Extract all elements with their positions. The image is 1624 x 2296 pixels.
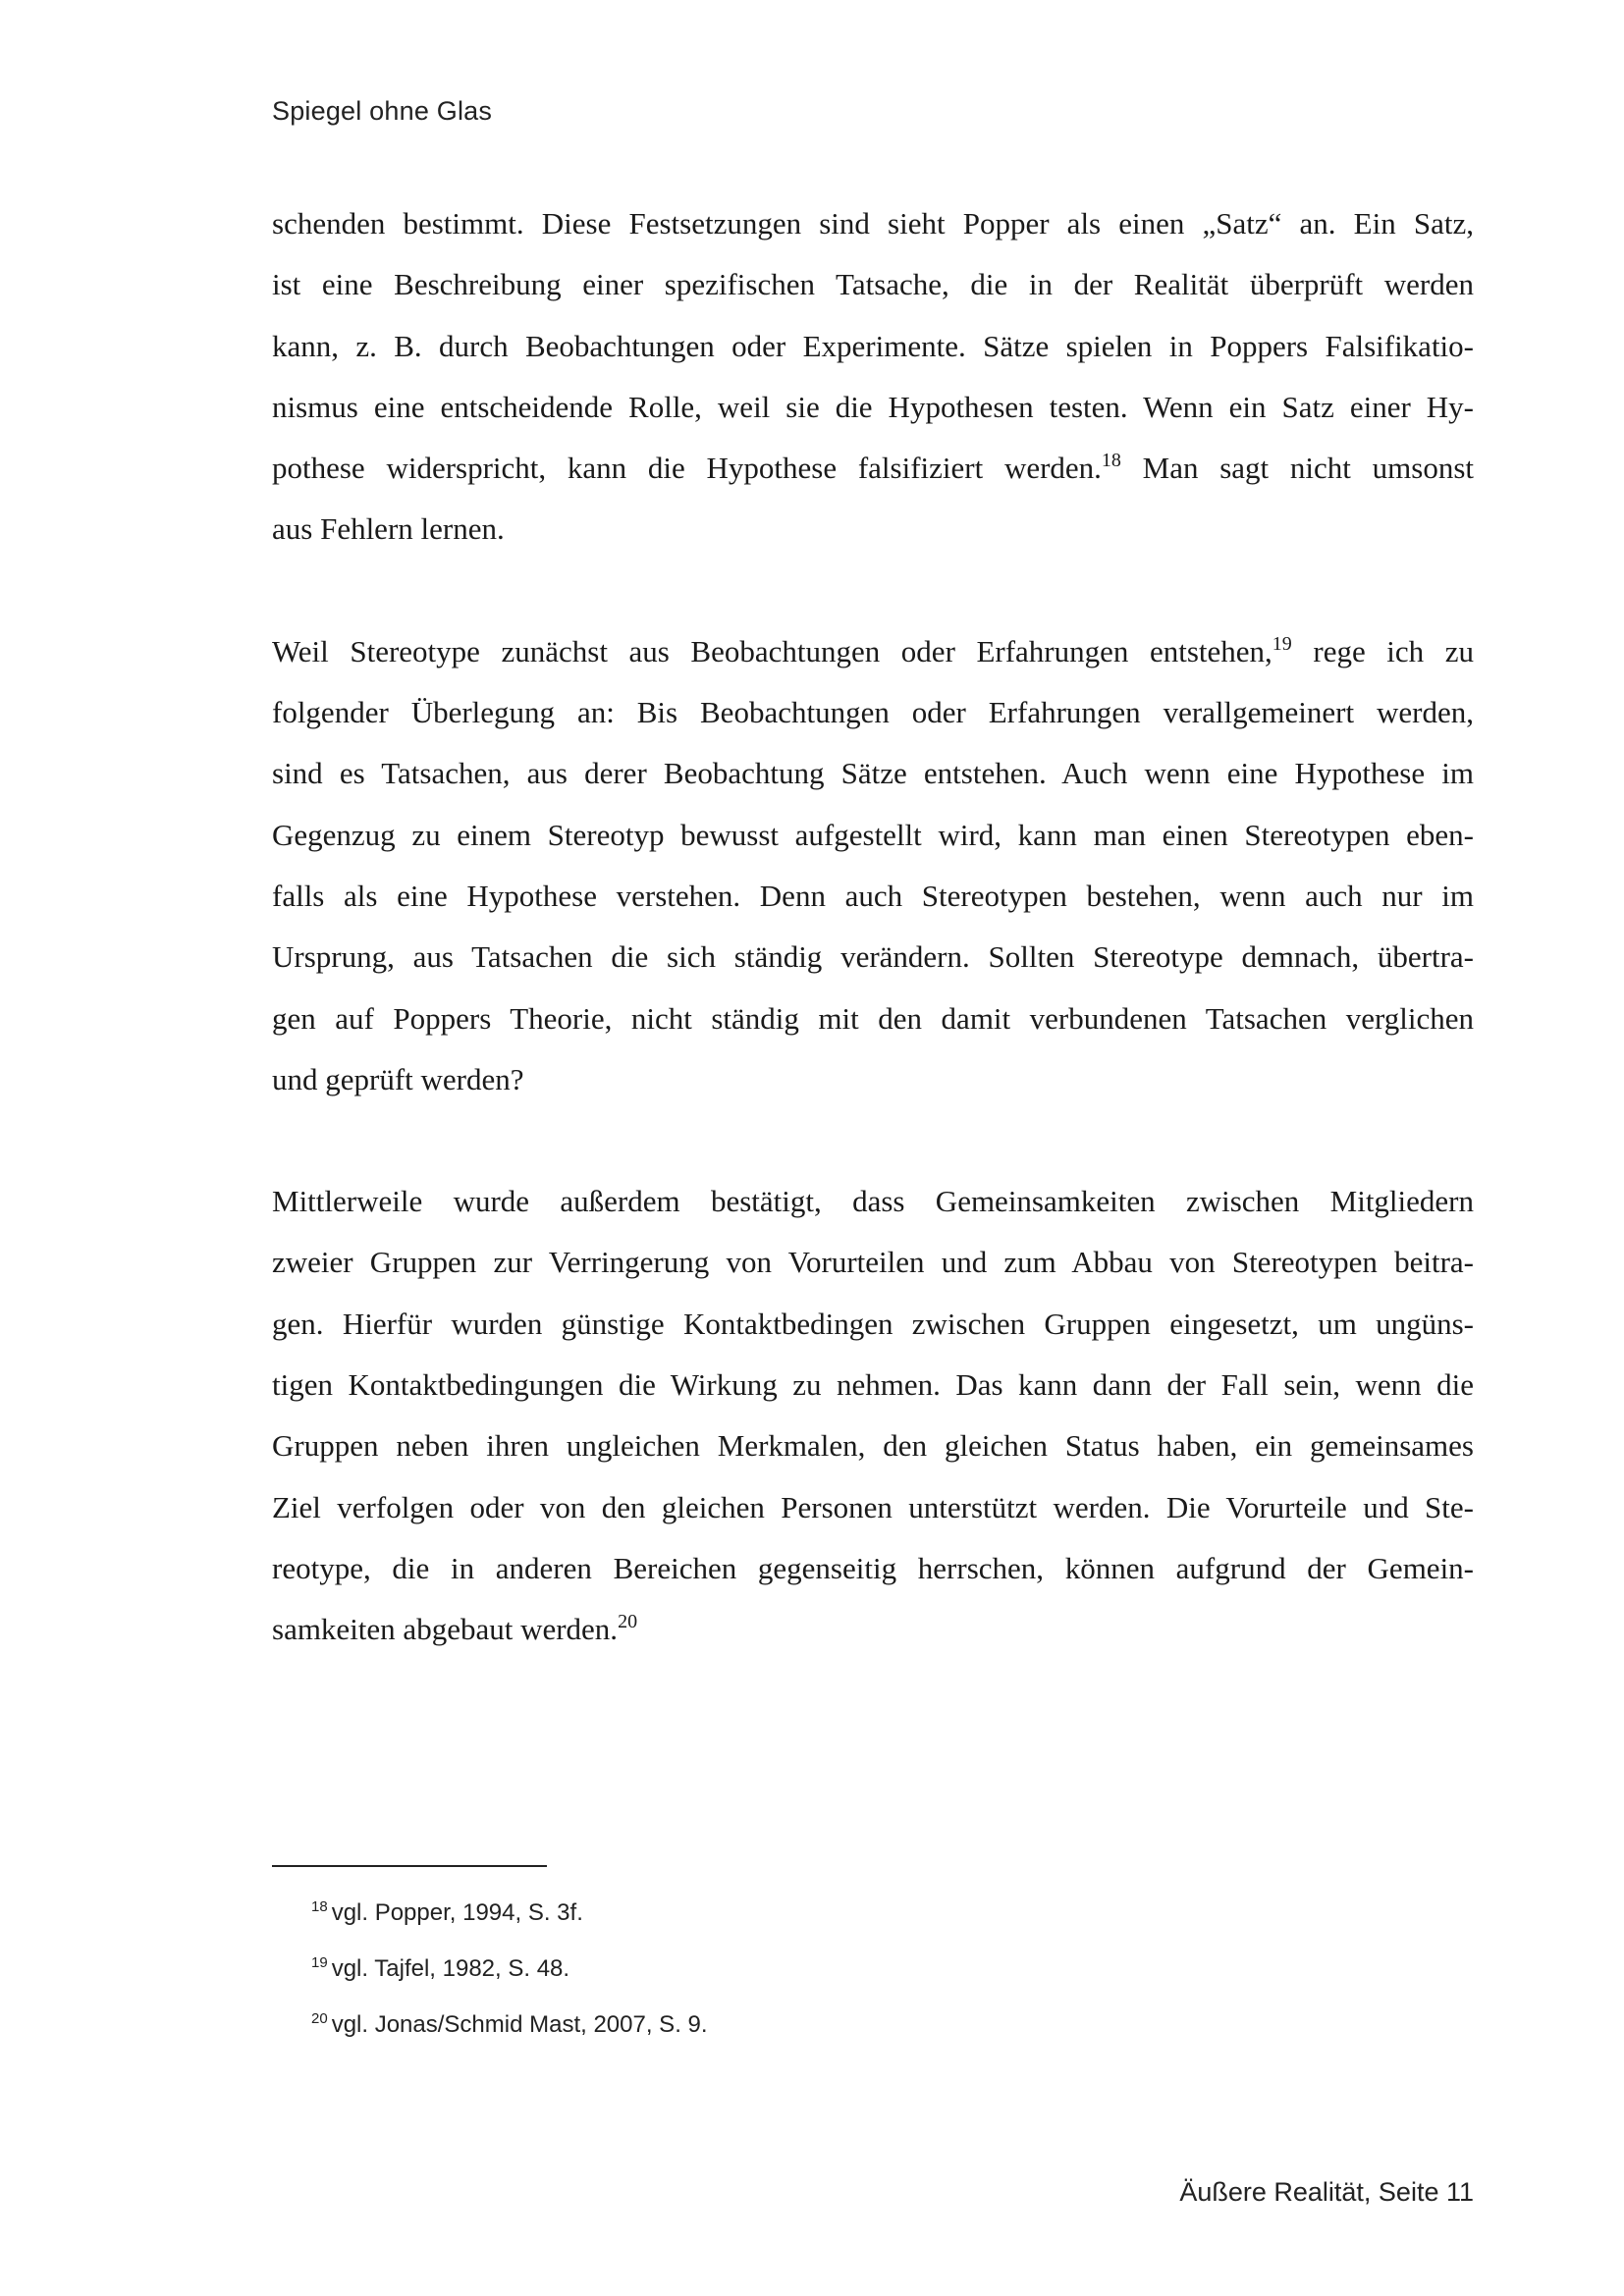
paragraph-2 bbox=[272, 621, 1474, 1110]
footnote-number: 18 bbox=[311, 1898, 328, 1915]
footnote-ref-18: 18 bbox=[1101, 450, 1121, 472]
text-fragment: Weil Stereotype zunächst aus Beobachtungen oder Erfahrungen entstehen, bbox=[272, 633, 1272, 668]
text-line: und geprüft werden? bbox=[272, 1061, 524, 1096]
running-header: Spiegel ohne Glas bbox=[272, 96, 493, 126]
footnote-ref-20: 20 bbox=[618, 1611, 638, 1633]
footnote-text: vgl. Tajfel, 1982, S. 48. bbox=[331, 1955, 570, 1982]
footnote-20 bbox=[311, 1997, 708, 2053]
footnote-19 bbox=[311, 1941, 708, 1997]
text-fragment: samkeiten abgebaut werden. bbox=[272, 1612, 619, 1647]
text-line: Ursprung, aus Tatsachen die sich ständig verändern. Sollten Stereotype demnach, übertra- bbox=[272, 939, 1474, 975]
text-line: zweier Gruppen zur Verringerung von Vorurteilen und zum Abbau von Stereotypen beitra- bbox=[272, 1245, 1474, 1280]
text-line bbox=[272, 1599, 1474, 1660]
text-line: gen. Hierfür wurden günstige Kontaktbedingen zwischen Gruppen eingesetzt, um ungüns- bbox=[272, 1306, 1474, 1341]
text-line: falls als eine Hypothese verstehen. Denn auch Stereotypen bestehen, wenn auch nur im bbox=[272, 878, 1474, 913]
text-line: folgender Überlegung an: Bis Beobachtungen oder Erfahrungen verallgemeinert werden, bbox=[272, 695, 1474, 730]
footnote-text: vgl. Popper, 1994, S. 3f. bbox=[331, 1899, 583, 1926]
text-line: Gegenzug zu einem Stereotyp bewusst aufgestellt wird, kann man einen Stereotypen eben- bbox=[272, 817, 1474, 852]
text-line: Ziel verfolgen oder von den gleichen Personen unterstützt werden. Die Vorurteile und Ste- bbox=[272, 1489, 1474, 1524]
text-line: aus Fehlern lernen. bbox=[272, 511, 505, 547]
text-line: nismus eine entscheidende Rolle, weil sie die Hypothesen testen. Wenn ein Satz einer Hy- bbox=[272, 389, 1474, 424]
text-line: tigen Kontaktbedingungen die Wirkung zu nehmen. Das kann dann der Fall sein, wenn die bbox=[272, 1367, 1474, 1403]
text-line: Gruppen neben ihren ungleichen Merkmalen, den gleichen Status haben, ein gemeinsames bbox=[272, 1428, 1474, 1464]
footnote-divider bbox=[272, 1865, 547, 1867]
body-text bbox=[272, 193, 1474, 1661]
text-fragment: pothese widerspricht, kann die Hypothese falsifiziert werden. bbox=[272, 451, 1102, 486]
text-line: sind es Tatsachen, aus derer Beobachtung Sätze entstehen. Auch wenn eine Hypothese im bbox=[272, 756, 1474, 791]
footnotes bbox=[311, 1885, 708, 2053]
text-line: reotype, die in anderen Bereichen gegenseitig herrschen, können aufgrund der Gemein- bbox=[272, 1550, 1474, 1585]
text-fragment: rege ich zu bbox=[1313, 633, 1474, 668]
footnote-number: 20 bbox=[311, 2010, 328, 2027]
footnote-ref-19: 19 bbox=[1272, 632, 1292, 655]
text-fragment: Man sagt nicht umsonst bbox=[1142, 451, 1474, 486]
paragraph-3 bbox=[272, 1171, 1474, 1660]
text-line: ist eine Beschreibung einer spezifischen Tatsache, die in der Realität überprüft werden bbox=[272, 267, 1474, 302]
text-line: gen auf Poppers Theorie, nicht ständig mit den damit verbundenen Tatsachen verglichen bbox=[272, 1000, 1474, 1036]
footnote-18 bbox=[311, 1885, 708, 1941]
text-line: Mittlerweile wurde außerdem bestätigt, dass Gemeinsamkeiten zwischen Mitgliedern bbox=[272, 1184, 1474, 1219]
text-line: kann, z. B. durch Beobachtungen oder Experimente. Sätze spielen in Poppers Falsifikatio- bbox=[272, 328, 1474, 363]
footnote-number: 19 bbox=[311, 1954, 328, 1971]
text-line bbox=[272, 438, 1474, 499]
text-line: schenden bestimmt. Diese Festsetzungen sind sieht Popper als einen „Satz“ an. Ein Satz, bbox=[272, 206, 1474, 240]
text-line bbox=[272, 621, 1474, 682]
paragraph-1 bbox=[272, 193, 1474, 561]
footnote-text: vgl. Jonas/Schmid Mast, 2007, S. 9. bbox=[331, 2011, 708, 2038]
page-footer: Äußere Realität, Seite 11 bbox=[1179, 2177, 1474, 2207]
